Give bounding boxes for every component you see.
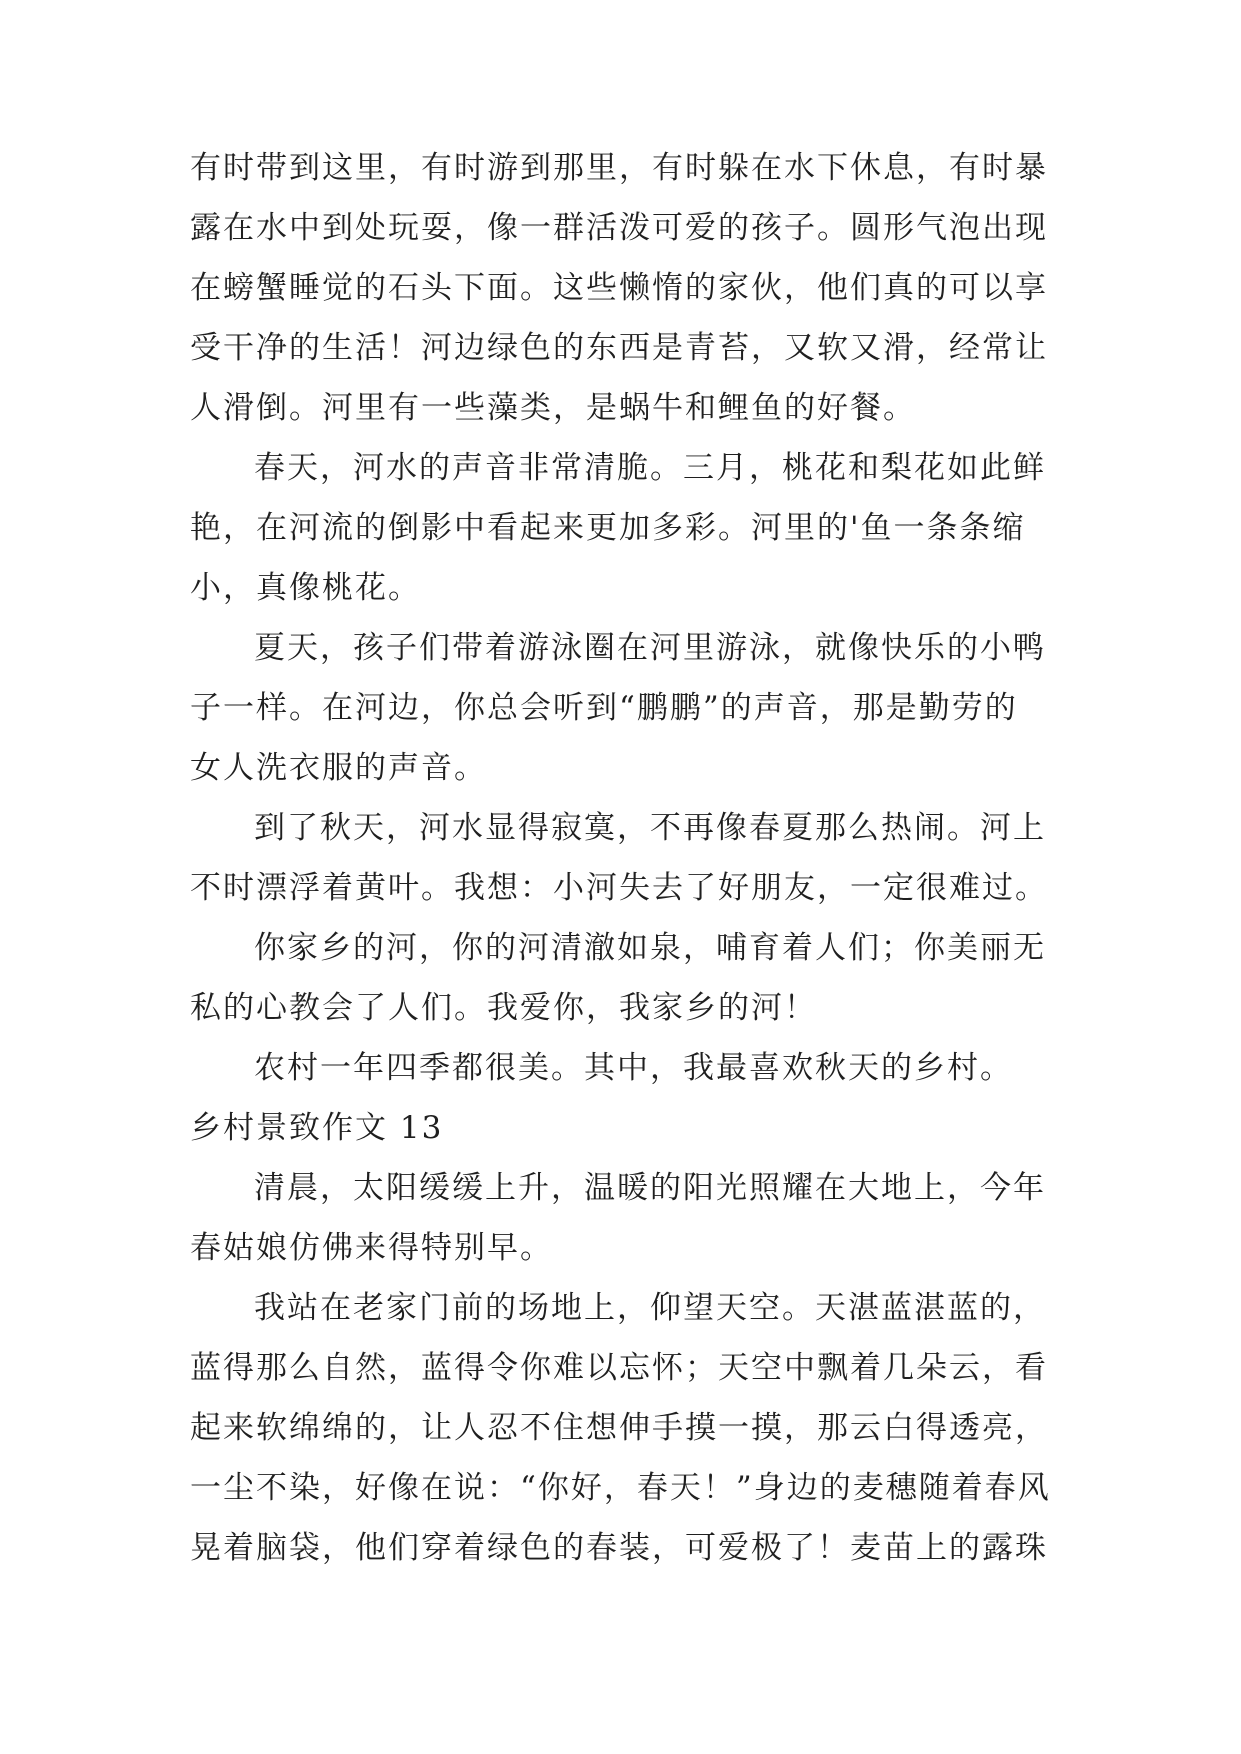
text-line: 农村一年四季都很美。其中，我最喜欢秋天的乡村。 <box>254 1050 1013 1086</box>
text-line: 女人洗衣服的声音。 <box>190 750 487 786</box>
text-line: 受干净的生活！河边绿色的东西是青苔，又软又滑，经常让 <box>190 330 1048 366</box>
text-line: 春天，河水的声音非常清脆。三月，桃花和梨花如此鲜 <box>254 450 1046 486</box>
text-line: 蓝得那么自然，蓝得令你难以忘怀；天空中飘着几朵云，看 <box>190 1350 1048 1386</box>
text-line: 夏天，孩子们带着游泳圈在河里游泳，就像快乐的小鸭 <box>254 630 1046 666</box>
text-line: 到了秋天，河水显得寂寞，不再像春夏那么热闹。河上 <box>254 810 1046 846</box>
text-line: 人滑倒。河里有一些藻类，是蜗牛和鲤鱼的好餐。 <box>190 390 916 426</box>
text-line: 我站在老家门前的场地上，仰望天空。天湛蓝湛蓝的， <box>254 1290 1046 1326</box>
text-line: 一尘不染，好像在说：“你好，春天！”身边的麦穗随着春风 <box>190 1470 1051 1506</box>
text-line: 你家乡的河，你的河清澈如泉，哺育着人们；你美丽无 <box>254 930 1046 966</box>
text-line: 小，真像桃花。 <box>190 570 421 606</box>
text-line: 起来软绵绵的，让人忍不住想伸手摸一摸，那云白得透亮， <box>190 1410 1048 1446</box>
text-line: 私的心教会了人们。我爱你，我家乡的河！ <box>190 990 817 1026</box>
text-line: 子一样。在河边，你总会听到“鹏鹏”的声音，那是勤劳的 <box>190 690 1018 726</box>
section-heading: 乡村景致作文 13 <box>190 1110 444 1146</box>
text-line: 清晨，太阳缓缓上升，温暖的阳光照耀在大地上，今年 <box>254 1170 1046 1206</box>
text-line: 晃着脑袋，他们穿着绿色的春装，可爱极了！麦苗上的露珠 <box>190 1530 1048 1566</box>
text-line: 艳，在河流的倒影中看起来更加多彩。河里的'鱼一条条缩 <box>190 510 1026 546</box>
text-line: 有时带到这里，有时游到那里，有时躲在水下休息，有时暴 <box>190 150 1048 186</box>
text-line: 不时漂浮着黄叶。我想：小河失去了好朋友，一定很难过。 <box>190 870 1048 906</box>
text-line: 春姑娘仿佛来得特别早。 <box>190 1230 553 1266</box>
text-line: 露在水中到处玩耍，像一群活泼可爱的孩子。圆形气泡出现 <box>190 210 1048 246</box>
text-line: 在螃蟹睡觉的石头下面。这些懒惰的家伙，他们真的可以享 <box>190 270 1048 306</box>
